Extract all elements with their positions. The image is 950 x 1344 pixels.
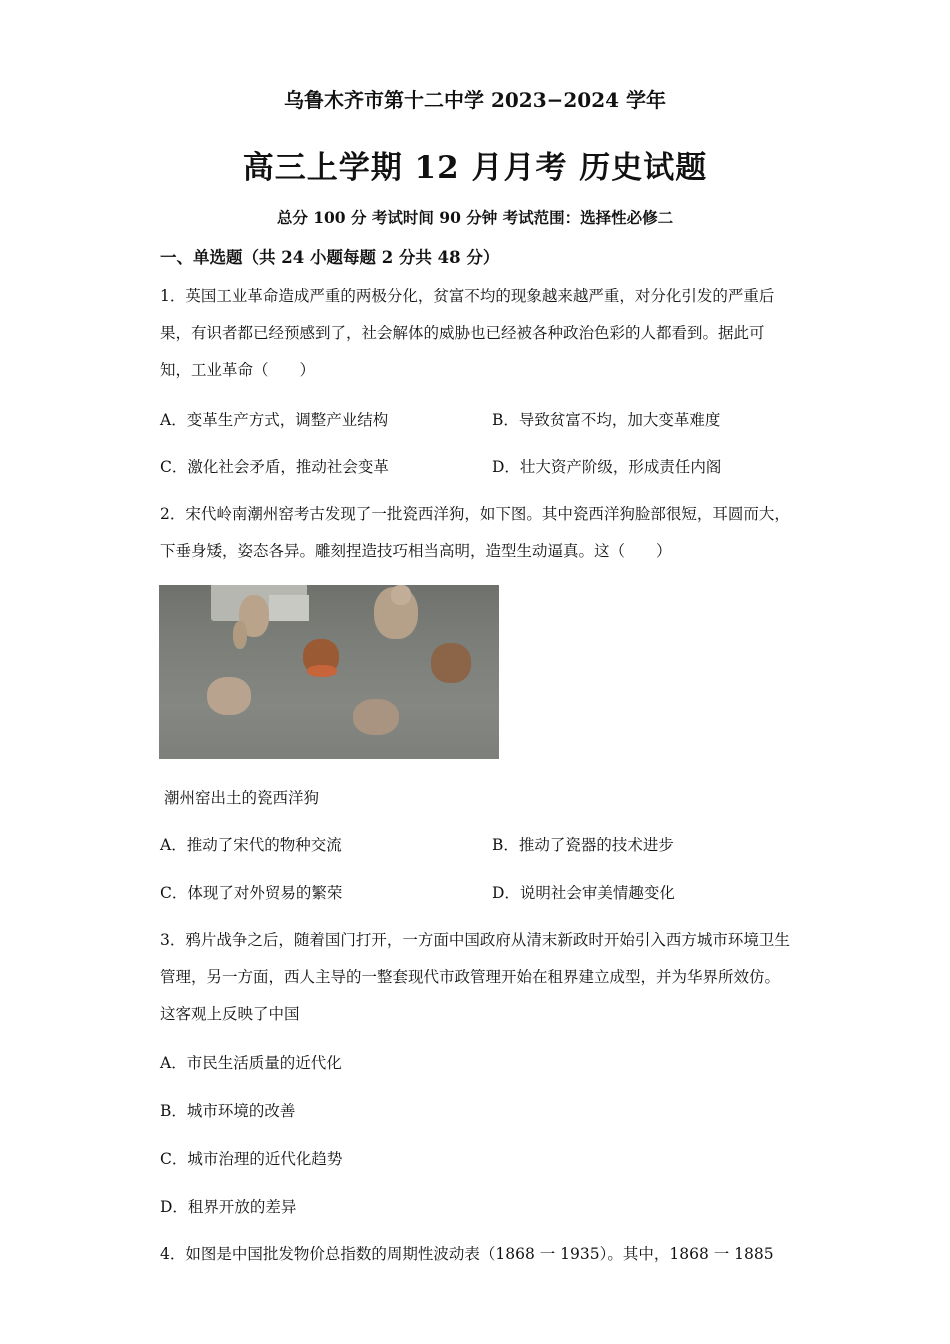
question-1-option-b: B．导致贫富不均，加大变革难度 xyxy=(492,411,721,429)
question-3-option-b: B．城市环境的改善 xyxy=(160,1102,296,1120)
question-2-stem: 2．宋代岭南潮州窑考古发现了一批瓷西洋狗，如下图。其中瓷西洋狗脸部很短，耳圆而大，下垂身矮，姿态各异。雕刻捏造技巧相当高明，造型生动逼真。这（ ） xyxy=(160,505,790,560)
porcelain-dogs-photo xyxy=(159,585,499,759)
photo-caption: 潮州窑出土的瓷西洋狗 xyxy=(164,789,320,807)
exam-info: 总分 100 分 考试时间 90 分钟 考试范围：选择性必修二 xyxy=(276,208,674,227)
question-2-option-c: C．体现了对外贸易的繁荣 xyxy=(160,884,343,902)
question-1-stem: 1．英国工业革命造成严重的两极分化，贫富不均的现象越来越严重，对分化引发的严重后果，有识者都已经预感到了，社会解体的威胁也已经被各种政治色彩的人都看到。据此可知，工业革命（ ） xyxy=(160,287,775,379)
question-4-stem: 4．如图是中国批发物价总指数的周期性波动表（1868 一 1935）。其中，1868 一 1885 xyxy=(160,1245,774,1263)
question-3-option-c: C．城市治理的近代化趋势 xyxy=(160,1150,343,1168)
question-3-stem: 3．鸦片战争之后，随着国门打开，一方面中国政府从清末新政时开始引入西方城市环境卫生管理，另一方面，西人主导的一整套现代市政管理开始在租界建立成型，并为华界所效仿。这客观上反映了中国 xyxy=(160,931,790,1023)
question-1-option-c: C．激化社会矛盾，推动社会变革 xyxy=(160,458,389,476)
question-1-option-d: D．壮大资产阶级，形成责任内阁 xyxy=(492,458,722,476)
question-2-option-a: A．推动了宋代的物种交流 xyxy=(160,836,342,854)
question-3-option-d: D．租界开放的差异 xyxy=(160,1198,297,1216)
question-3-option-a: A．市民生活质量的近代化 xyxy=(160,1054,342,1072)
question-2-option-b: B．推动了瓷器的技术进步 xyxy=(492,836,674,854)
exam-title: 高三上学期 12 月月考 历史试题 xyxy=(242,150,708,186)
question-1-option-a: A．变革生产方式，调整产业结构 xyxy=(160,411,389,429)
question-2-option-d: D．说明社会审美情趣变化 xyxy=(492,884,675,902)
section-heading: 一、单选题（共 24 小题每题 2 分共 48 分） xyxy=(160,248,500,267)
school-name: 乌鲁木齐市第十二中学 2023−2024 学年 xyxy=(283,88,666,112)
